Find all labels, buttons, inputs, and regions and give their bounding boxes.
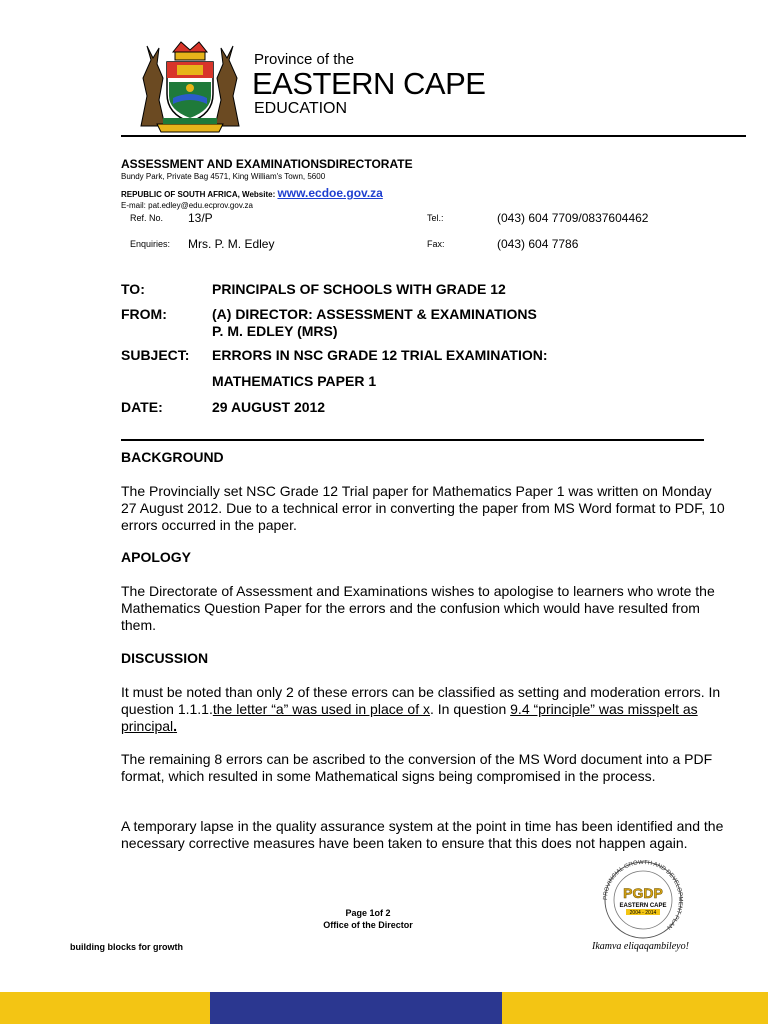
pgdp-motto: Ikamva eliqaqambileyo!: [592, 941, 689, 952]
fax-value: (043) 604 7786: [497, 237, 579, 251]
website-link[interactable]: www.ecdoe.gov.za: [277, 186, 383, 200]
memo-subject-value-2: MATHEMATICS PAPER 1: [212, 373, 377, 389]
directorate-country-line: [121, 186, 383, 200]
letterhead-eastern-cape: EASTERN CAPE: [252, 66, 486, 101]
enquiries-value: Mrs. P. M. Edley: [188, 237, 275, 251]
page-total: of 2: [374, 908, 391, 918]
office-of-director: Office of the Director: [323, 920, 413, 930]
footer-tagline: building blocks for growth: [70, 942, 183, 952]
fax-label: Fax:: [427, 239, 445, 249]
memo-from-value-1: (A) DIRECTOR: ASSESSMENT & EXAMINATIONS: [212, 306, 537, 322]
page-current: 1: [369, 908, 375, 918]
memo-subject-label: SUBJECT:: [121, 347, 190, 363]
discussion-underline-1: the letter “a” was used in place of x: [212, 701, 430, 717]
discussion-paragraph-1: [121, 684, 731, 735]
coat-of-arms-logo: [133, 38, 247, 134]
memo-date-value: 29 AUGUST 2012: [212, 399, 326, 415]
memo-to-label: TO:: [121, 281, 145, 297]
apology-heading: APOLOGY: [121, 549, 192, 565]
discussion-underline-2-end: .: [173, 718, 178, 734]
memo-divider: [121, 439, 704, 441]
memo-to-value: PRINCIPALS OF SCHOOLS WITH GRADE 12: [212, 281, 506, 297]
memo-subject-value-1: ERRORS IN NSC GRADE 12 TRIAL EXAMINATION:: [212, 347, 548, 363]
letterhead-education: EDUCATION: [254, 100, 348, 117]
country-website-label: REPUBLIC OF SOUTH AFRICA, Website:: [121, 190, 276, 199]
background-paragraph: The Provincially set NSC Grade 12 Trial paper for Mathematics Paper 1 was written on Monday 27 August 2012. Due to a technical error in converting the paper from MS Word format to PDF, 10 errors occurred in the paper.: [121, 483, 725, 533]
footer-band-yellow-right: [502, 992, 768, 1024]
discussion-paragraph-3: A temporary lapse in the quality assurance system at the point in time has been identified and the necessary corrective measures have been taken to ensure that this does not happen again.: [121, 818, 724, 851]
footer-band-yellow-left: [0, 992, 210, 1024]
ref-label: Ref. No.: [130, 213, 164, 223]
letterhead-province-line: Province of the: [254, 51, 355, 68]
directorate-title: ASSESSMENT AND EXAMINATIONSDIRECTORATE: [121, 157, 413, 171]
discussion-text-a: It must be noted than only 2 of these errors can be classified as setting and moderation errors. In question 1.1.1.: [121, 684, 721, 717]
page-prefix: Page: [345, 908, 370, 918]
discussion-paragraph-2: The remaining 8 errors can be ascribed to the conversion of the MS Word document into a PDF format, which resulted in some Mathematical signs being compromised in the process.: [121, 751, 713, 784]
enquiries-label: Enquiries:: [130, 239, 171, 249]
memo-from-label: FROM:: [121, 306, 167, 322]
letterhead-divider: [121, 135, 746, 137]
pgdp-ring-text: PROVINCIAL GROWTH AND DEVELOPMENT PLAN: [602, 860, 684, 931]
pgdp-region: EASTERN CAPE: [619, 903, 667, 909]
discussion-heading: DISCUSSION: [121, 650, 209, 666]
discussion-text-b: . In question: [429, 701, 511, 717]
tel-label: Tel.:: [427, 213, 444, 223]
memo-from-value-2: P. M. EDLEY (MRS): [212, 323, 338, 339]
apology-paragraph: The Directorate of Assessment and Examinations wishes to apologise to learners who wrote the Mathematics Question Paper for the errors and the confusion which would have resulted from them.: [121, 583, 715, 633]
directorate-email: E-mail: pat.edley@edu.ecprov.gov.za: [121, 201, 253, 210]
tel-value: (043) 604 7709/0837604462: [497, 211, 649, 225]
discussion-underline-2: 9.4 “principle” was misspelt as principal: [121, 701, 698, 734]
pgdp-years: 2004 - 2014: [629, 910, 657, 916]
directorate-address: Bundy Park, Private Bag 4571, King William's Town, 5600: [121, 172, 326, 181]
pgdp-acronym: PGDP: [623, 885, 663, 901]
background-heading: BACKGROUND: [121, 449, 224, 465]
memo-date-label: DATE:: [121, 399, 163, 415]
ref-value: 13/P: [188, 211, 213, 225]
pgdp-seal-logo: [596, 860, 690, 954]
footer-band-blue: [210, 992, 502, 1024]
